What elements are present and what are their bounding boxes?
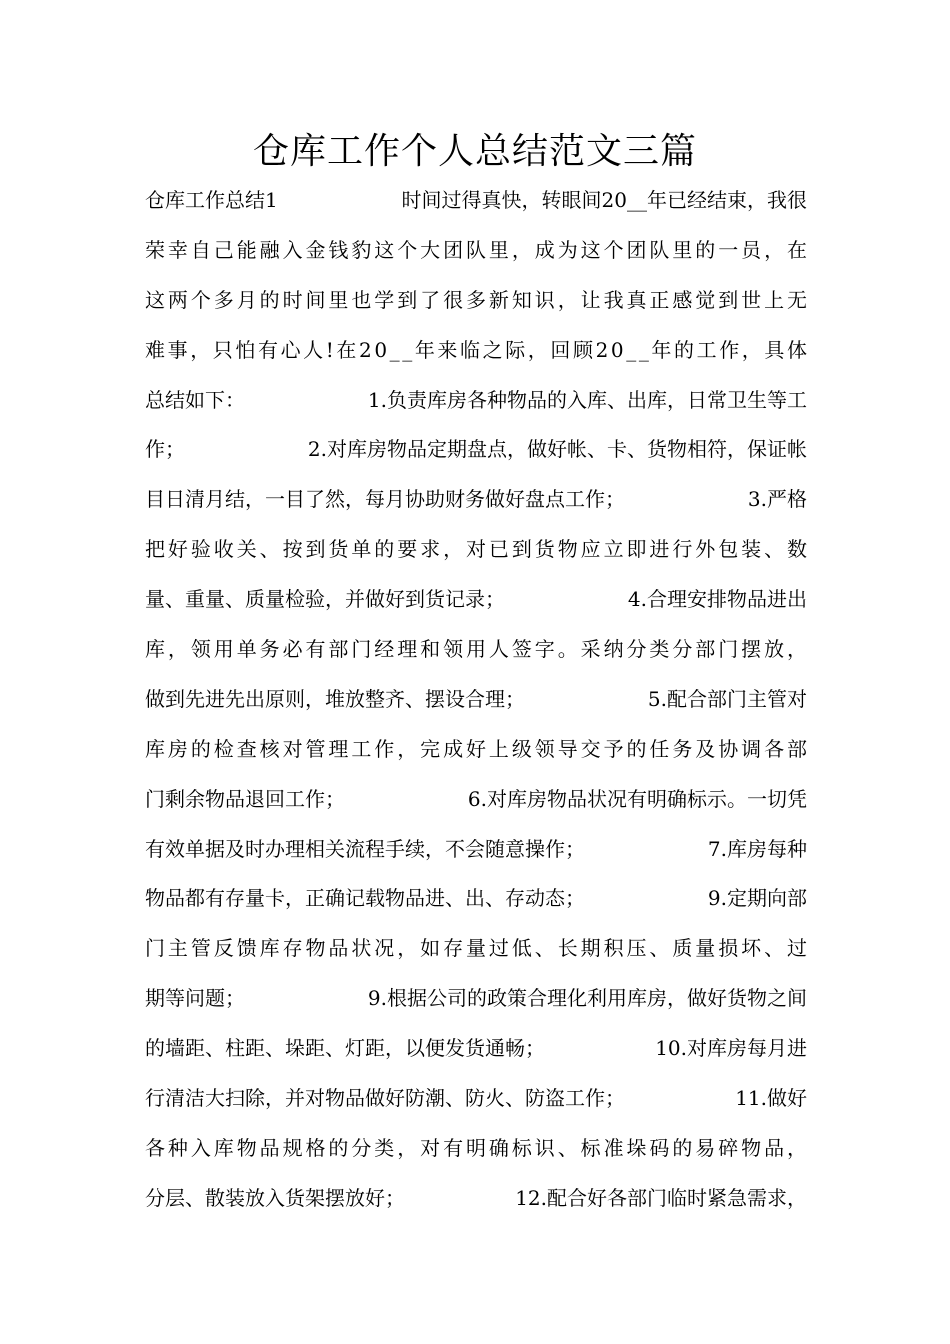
text-line [145, 825, 807, 875]
text-line [145, 1124, 810, 1174]
text-segment: 时间过得真快，转眼间20__年已经结束，我很 [401, 188, 807, 212]
text-segment: 的墙距、柱距、垛距、灯距，以便发货通畅； [145, 1036, 545, 1061]
text-segment: 10.对库房每月进 [655, 1036, 807, 1061]
text-line [145, 874, 807, 924]
text-line [145, 326, 810, 376]
text-line [145, 376, 807, 426]
text-segment: 库房的检查核对管理工作，完成好上级领导交予的任务及协调各部 [145, 736, 810, 761]
text-line [145, 675, 807, 725]
text-line [145, 226, 810, 276]
text-segment: 仓库工作总结1 [145, 188, 278, 212]
text-segment: 把好验收关、按到货单的要求，对已到货物应立即进行外包装、数 [145, 537, 810, 562]
text-segment: 9.定期向部 [707, 886, 807, 911]
page-title: 仓库工作个人总结范文三篇 [252, 131, 697, 172]
text-segment: 行清洁大扫除，并对物品做好防潮、防火、防盗工作； [145, 1086, 625, 1111]
text-segment: 量、重量、质量检验，并做好到货记录； [145, 587, 505, 612]
text-segment: 物品都有存量卡，正确记载物品进、出、存动态； [145, 886, 585, 911]
text-line [145, 625, 810, 675]
text-segment: 1.负责库房各种物品的入库、出库，日常卫生等工 [367, 387, 807, 412]
text-segment: 门剩余物品退回工作； [145, 786, 345, 811]
text-segment: 有效单据及时办理相关流程手续，不会随意操作； [145, 836, 585, 861]
text-segment: 6.对库房物品状况有明确标示。一切凭 [467, 786, 807, 811]
text-segment: 作； [145, 437, 185, 462]
text-segment: 分层、散装放入货架摆放好； [145, 1185, 405, 1210]
text-line [145, 974, 807, 1024]
text-segment: 3.严格 [747, 487, 807, 512]
text-line [145, 1074, 807, 1124]
text-line [145, 1024, 807, 1074]
text-segment: 荣幸自己能融入金钱豹这个大团队里，成为这个团队里的一员，在 [145, 237, 810, 262]
text-line [145, 425, 807, 475]
text-segment: 总结如下： [145, 387, 245, 412]
text-segment: 2.对库房物品定期盘点，做好帐、卡、货物相符，保证帐 [307, 437, 807, 462]
text-line [145, 276, 810, 326]
text-line [145, 1174, 807, 1224]
text-segment: 12.配合好各部门临时紧急需求， [515, 1185, 807, 1210]
text-segment: 库，领用单务必有部门经理和领用人签字。采纳分类分部门摆放， [145, 637, 810, 662]
text-line [145, 176, 807, 226]
text-line [145, 775, 807, 825]
text-segment: 11.做好 [735, 1086, 807, 1111]
body-text [145, 176, 810, 1224]
text-line [145, 924, 810, 974]
text-segment: 期等问题； [145, 986, 245, 1011]
text-segment: 9.根据公司的政策合理化利用库房，做好货物之间 [367, 986, 807, 1011]
text-segment: 门主管反馈库存物品状况，如存量过低、长期积压、质量损坏、过 [145, 936, 810, 961]
text-segment: 目日清月结，一目了然，每月协助财务做好盘点工作； [145, 487, 625, 512]
text-segment: 7.库房每种 [707, 836, 807, 861]
text-line [145, 575, 807, 625]
text-segment: 4.合理安排物品进出 [627, 587, 807, 612]
text-line [145, 525, 810, 575]
text-line [145, 475, 807, 525]
text-segment: 做到先进先出原则，堆放整齐、摆设合理； [145, 686, 525, 711]
text-segment: 各种入库物品规格的分类，对有明确标识、标准垛码的易碎物品， [145, 1135, 810, 1160]
text-segment: 5.配合部门主管对 [647, 686, 807, 711]
text-segment: 难事，只怕有心人!在20__年来临之际，回顾20__年的工作，具体 [145, 337, 810, 362]
text-segment: 这两个多月的时间里也学到了很多新知识，让我真正感觉到世上无 [145, 287, 810, 312]
text-line [145, 725, 810, 775]
